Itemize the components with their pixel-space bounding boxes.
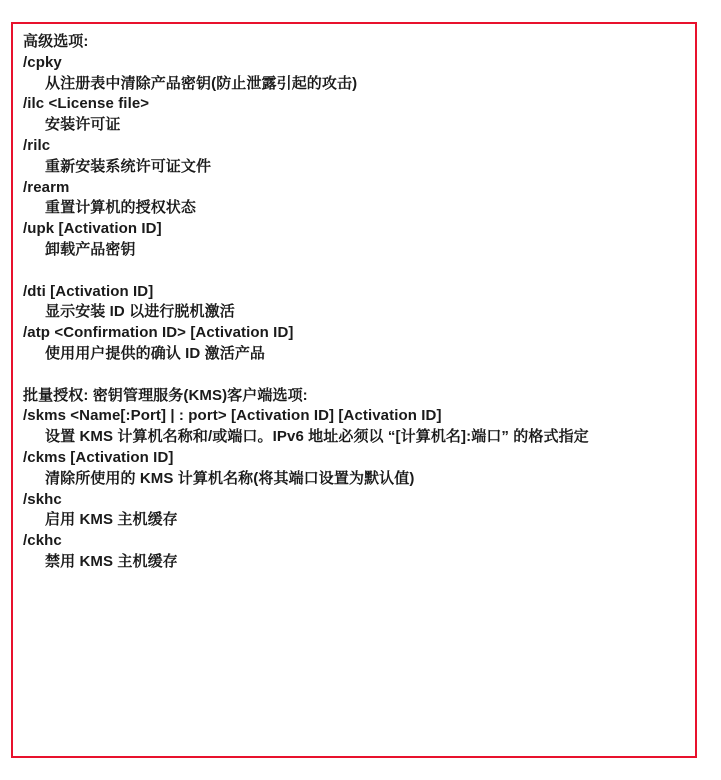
text-line: 安装许可证 <box>45 116 121 134</box>
text-line: 从注册表中清除产品密钥(防止泄露引起的攻击) <box>45 74 358 92</box>
text-line: /skhc <box>23 490 62 508</box>
text-line: /upk [Activation ID] <box>23 220 162 238</box>
text-line: /cpky <box>23 53 62 71</box>
text-line: 批量授权: 密钥管理服务(KMS)客户端选项: <box>23 386 308 404</box>
text-line: 重新安装系统许可证文件 <box>45 157 212 175</box>
text-line: /ckms [Activation ID] <box>23 448 174 466</box>
text-line: /ckhc <box>23 532 62 550</box>
highlighted-text-region <box>11 22 697 758</box>
text-line: 重置计算机的授权状态 <box>45 199 197 217</box>
command-help-text <box>23 32 689 752</box>
text-line: /ilc <License file> <box>23 95 150 113</box>
text-line: 设置 KMS 计算机名称和/或端口。IPv6 地址必须以 “[计算机名]:端口” 的格式指定 <box>45 428 589 446</box>
text-line: /dti [Activation ID] <box>23 282 154 300</box>
text-line: 高级选项: <box>23 33 89 50</box>
text-line: 清除所使用的 KMS 计算机名称(将其端口设置为默认值) <box>45 469 415 487</box>
text-line: 使用用户提供的确认 ID 激活产品 <box>45 344 266 362</box>
text-line: /rearm <box>23 178 70 196</box>
text-line: /rilc <box>23 136 51 154</box>
text-line: /atp <Confirmation ID> [Activation ID] <box>23 324 294 342</box>
text-line: 显示安装 ID 以进行脱机激活 <box>45 303 235 321</box>
text-line: 卸载产品密钥 <box>45 240 136 258</box>
spacer-line <box>23 261 689 282</box>
text-line: 禁用 KMS 主机缓存 <box>45 552 178 570</box>
spacer-line <box>23 365 689 386</box>
text-line: /skms <Name[:Port] | : port> [Activation ID] [Activation ID] <box>23 407 442 425</box>
text-line: 启用 KMS 主机缓存 <box>45 511 178 529</box>
